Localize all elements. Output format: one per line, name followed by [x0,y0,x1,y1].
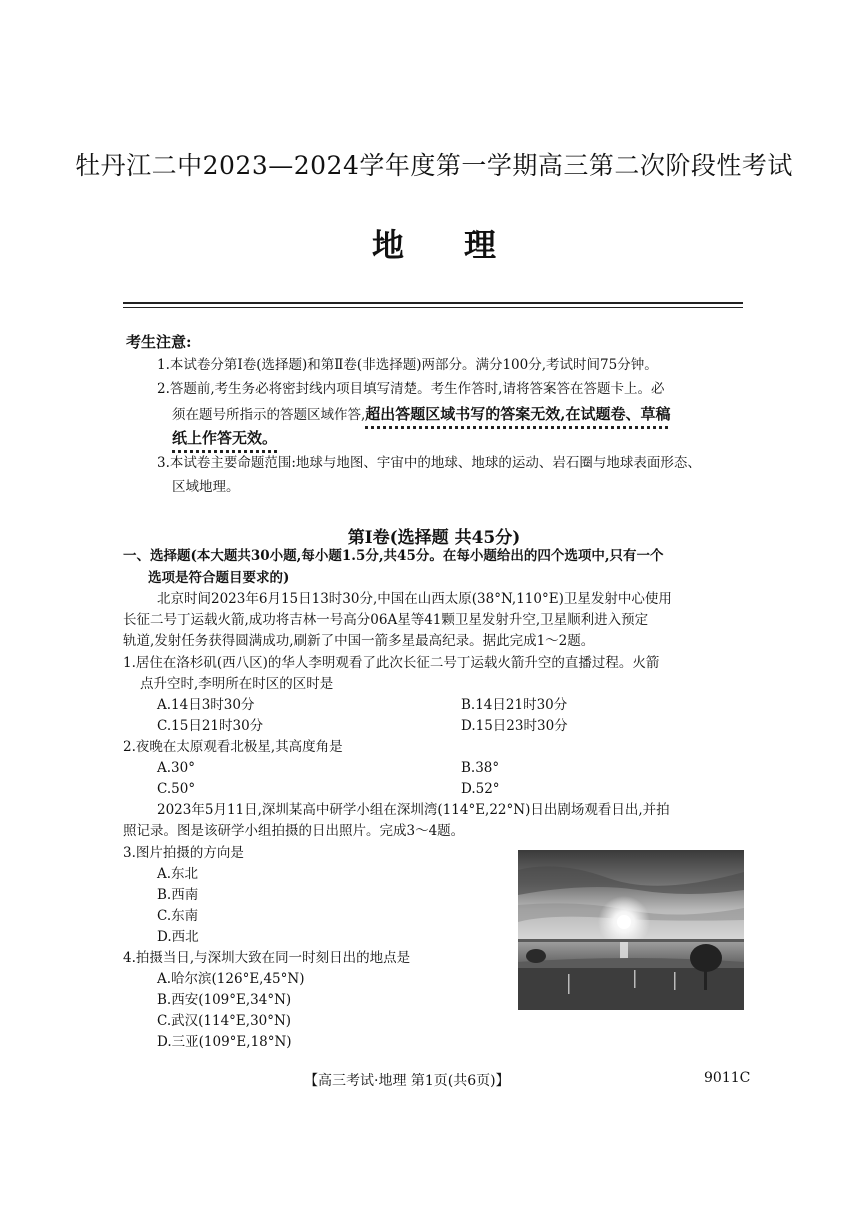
q3-stem: 3.图片拍摄的方向是 [123,845,244,861]
exam-title: 牡丹江二中2023—2024学年度第一学期高三第二次阶段性考试 [75,151,793,180]
q1-stem-line-2: 点升空时,李明所在时区的区时是 [140,676,334,692]
q2-option-a: A.30° [157,760,195,776]
notice-item-2-line-2 [172,405,671,423]
page-footer: 【高三考试·地理 第1页(共6页)】 [304,1073,510,1089]
notice-item-1: 1.本试卷分第Ⅰ卷(选择题)和第Ⅱ卷(非选择题)两部分。满分100分,考试时间75分钟。 [157,357,658,373]
q4-option-c: C.武汉(114°E,30°N) [157,1013,292,1029]
section-instructions-line-1: 一、选择题(本大题共30小题,每小题1.5分,共45分。在每小题给出的四个选项中,只有一个 [123,548,664,564]
section-instructions-line-2: 选项是符合题目要求的) [148,570,290,586]
notice-item-2-line-1: 2.答题前,考生务必将密封线内项目填写清楚。考生作答时,请将答案答在答题卡上。必 [157,381,665,397]
notice-item-2-text: 须在题号所指示的答题区域作答, [172,407,366,423]
notice-item-3-line-2: 区域地理。 [172,479,240,495]
passage-2-line-1: 2023年5月11日,深圳某高中研学小组在深圳湾(114°E,22°N)日出剧场观看日出,并拍 [157,802,670,818]
q2-option-c: C.50° [157,781,196,797]
subject-title: 地理 [371,226,556,264]
passage-1-line-2: 长征二号丁运载火箭,成功将吉林一号高分06A星等41颗卫星发射升空,卫星顺利进入预定 [123,612,649,628]
q1-option-b: B.14日21时30分 [461,697,568,713]
notice-item-2-line-3 [172,429,277,447]
passage-1-line-3: 轨道,发射任务获得圆满成功,刷新了中国一箭多星最高纪录。据此完成1～2题。 [123,633,595,649]
q3-option-a: A.东北 [157,866,199,882]
q3-option-d: D.西北 [157,929,199,945]
passage-2-line-2: 照记录。图是该研学小组拍摄的日出照片。完成3～4题。 [123,823,465,839]
q3-option-c: C.东南 [157,908,199,924]
q4-option-d: D.三亚(109°E,18°N) [157,1034,292,1050]
q1-option-a: A.14日3时30分 [157,697,255,713]
q2-option-d: D.52° [461,781,500,797]
section-title: 第Ⅰ卷(选择题 共45分) [347,528,521,548]
sunrise-photo [518,850,744,1010]
q4-option-a: A.哈尔滨(126°E,45°N) [157,971,305,987]
q1-stem-line-1: 1.居住在洛杉矶(西八区)的华人李明观看了此次长征二号丁运载火箭升空的直播过程。火箭 [123,655,660,671]
divider-thin [123,307,743,308]
q1-option-d: D.15日23时30分 [461,718,568,734]
notice-item-2-emphasis-end: 纸上作答无效。 [172,429,278,447]
q2-option-b: B.38° [461,760,500,776]
notice-item-3-line-1: 3.本试卷主要命题范围:地球与地图、宇宙中的地球、地球的运动、岩石圈与地球表面形态、 [157,455,701,471]
q4-stem: 4.拍摄当日,与深圳大致在同一时刻日出的地点是 [123,950,411,966]
passage-1-line-1: 北京时间2023年6月15日13时30分,中国在山西太原(38°N,110°E)卫星发射中心使用 [157,591,672,607]
exam-code: 9011C [704,1070,751,1086]
divider-thick [123,302,743,304]
notice-item-2-emphasis: 超出答题区域书写的答案无效,在试题卷、草稿 [365,405,671,423]
q2-stem: 2.夜晚在太原观看北极星,其高度角是 [123,739,343,755]
notice-heading: 考生注意: [126,333,192,351]
q4-option-b: B.西安(109°E,34°N) [157,992,292,1008]
q1-option-c: C.15日21时30分 [157,718,264,734]
q3-option-b: B.西南 [157,887,199,903]
